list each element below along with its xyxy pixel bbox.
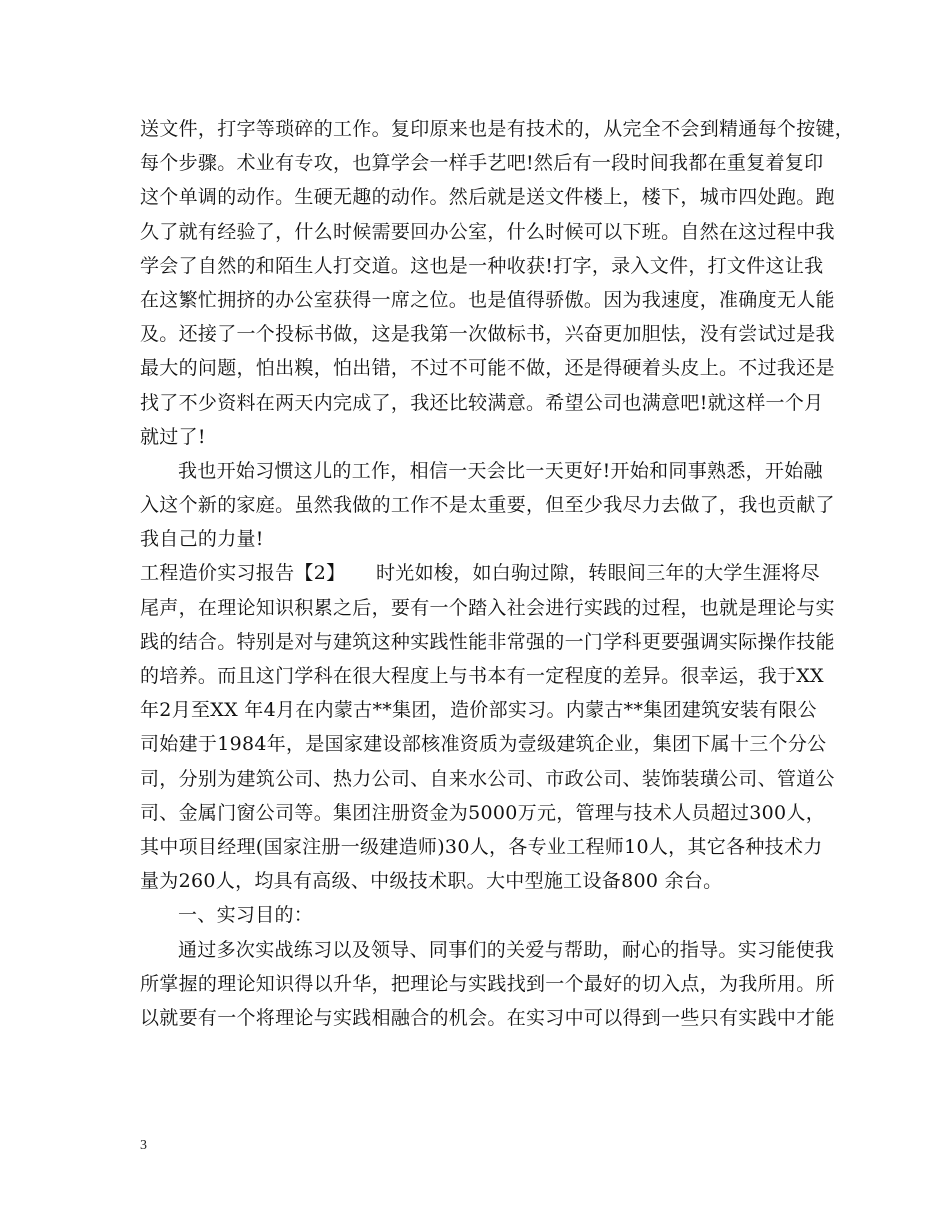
text-line: 这个单调的动作。生硬无趣的动作。然后就是送文件楼上，楼下，城市四处跑。跑 (140, 186, 835, 209)
text-line: 就过了! (140, 425, 206, 448)
text-line: 通过多次实战练习以及领导、同事们的关爱与帮助，耐心的指导。实习能使我 (178, 938, 835, 961)
text-line: 我自己的力量! (140, 528, 264, 551)
text-line: 践的结合。特别是对与建筑这种实践性能非常强的一门学科更要强调实际操作技能 (140, 630, 835, 653)
text-line: 最大的问题，怕出糗，怕出错，不过不可能不做，还是得硬着头皮上。不过我还是 (140, 357, 835, 380)
text-line: 久了就有经验了，什么时候需要回办公室，什么时候可以下班。自然在这过程中我 (140, 220, 835, 243)
page-number: 3 (140, 1138, 147, 1153)
text-line: 年2月至XX 年4月在内蒙古**集团，造价部实习。内蒙古**集团建筑安装有限公 (140, 699, 817, 722)
text-line: 我也开始习惯这儿的工作，相信一天会比一天更好!开始和同事熟悉，开始融 (178, 459, 823, 482)
text-line-with-heading (140, 556, 820, 590)
paragraph-section-title (140, 898, 808, 932)
paragraph-report-2 (140, 556, 835, 898)
text-line: 入这个新的家庭。虽然我做的工作不是太重要，但至少我尽力去做了，我也贡献了 (140, 494, 835, 517)
section-title: 一、实习目的： (178, 904, 314, 927)
paragraph-office-work (140, 112, 855, 454)
text-run: 时光如梭，如白驹过隙，转眼间三年的大学生涯将尽 (376, 562, 820, 585)
text-line: 其中项目经理(国家注册一级建造师)30人，各专业工程师10人，其它各种技术力 (140, 835, 823, 858)
text-line: 在这繁忙拥挤的办公室获得一席之位。也是值得骄傲。因为我速度，准确度无人能 (140, 288, 835, 311)
text-line: 司、金属门窗公司等。集团注册资金为5000万元，管理与技术人员超过300人， (140, 801, 826, 824)
text-line: 送文件，打字等琐碎的工作。复印原来也是有技术的，从完全不会到精通每个按键， (140, 118, 855, 140)
document-body (140, 112, 855, 1035)
text-line: 的培养。而且这门学科在很大程度上与书本有一定程度的差异。很幸运，我于XX (140, 665, 824, 687)
text-line: 学会了自然的和陌生人打交道。这也是一种收获!打字，录入文件，打文件这让我 (140, 254, 824, 277)
paragraph-getting-used (140, 454, 835, 557)
text-line: 所掌握的理论知识得以升华，把理论与实践找到一个最好的切入点，为我所用。所 (140, 972, 835, 995)
text-line: 每个步骤。术业有专攻，也算学会一样手艺吧!然后有一段时间我都在重复着复印 (140, 152, 824, 175)
text-line: 司始建于1984年，是国家建设部核准资质为壹级建筑企业，集团下属十三个分公 (140, 733, 827, 756)
paragraph-purpose (140, 933, 835, 1036)
section-heading: 工程造价实习报告【2】 (140, 562, 346, 585)
text-line: 司，分别为建筑公司、热力公司、自来水公司、市政公司、装饰装璜公司、管道公 (140, 767, 835, 790)
text-line: 以就要有一个将理论与实践相融合的机会。在实习中可以得到一些只有实践中才能 (140, 1006, 835, 1029)
text-line: 及。还接了一个投标书做，这是我第一次做标书，兴奋更加胆怯，没有尝试过是我 (140, 323, 835, 346)
text-line: 找了不少资料在两天内完成了，我还比较满意。希望公司也满意吧!就这样一个月 (140, 391, 824, 414)
text-line: 量为260人，均具有高级、中级技术职。大中型施工设备800 余台。 (140, 870, 723, 893)
text-line: 尾声，在理论知识积累之后，要有一个踏入社会进行实践的过程，也就是理论与实 (140, 596, 835, 619)
